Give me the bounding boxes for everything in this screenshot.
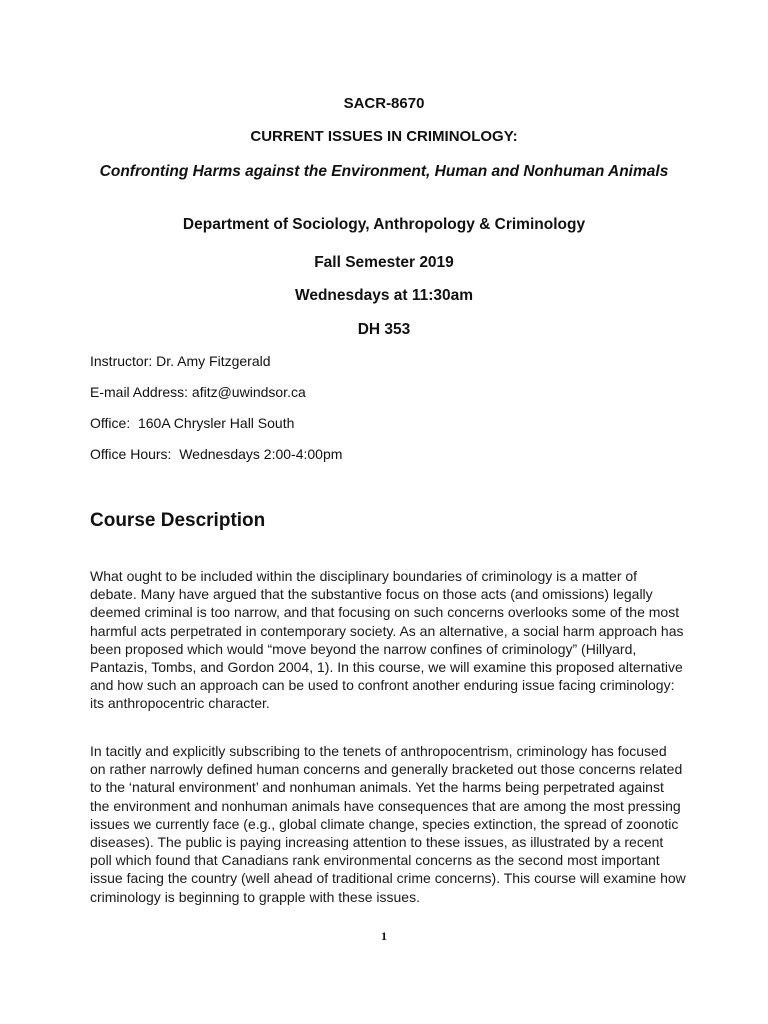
page-number: 1 — [381, 929, 387, 943]
class-room: DH 353 — [357, 321, 411, 338]
email-line: E-mail Address: afitz@uwindsor.ca — [90, 384, 306, 400]
department-name: Department of Sociology, Anthropology & Criminology — [182, 216, 586, 233]
course-description-heading: Course Description — [90, 510, 266, 531]
class-schedule: Wednesdays at 11:30am — [294, 287, 474, 304]
description-paragraph-2: In tacitly and explicitly subscribing to the tenets of anthropocentrism, criminology has focused on rather narrowly defined human concerns and generally bracketed out those concerns related to the ‘natural environment’ and nonhuman animals. Yet the harms being perpetrated against the environment and nonhuman animals have consequences that are among the most pressing issues we currently face (e.g., global climate change, species extinction, the spread of zoonotic diseases). The public is paying increasing attention to these issues, as illustrated by a recent poll which found that Canadians rank environmental concerns as the second most important issue facing the country (well ahead of traditional crime concerns). This course will examine how criminology is beginning to grapple with these issues. — [90, 743, 686, 905]
course-code: SACR-8670 — [343, 95, 425, 112]
office-hours-line: Office Hours: Wednesdays 2:00-4:00pm — [90, 446, 343, 462]
instructor-line: Instructor: Dr. Amy Fitzgerald — [90, 353, 271, 369]
course-title: CURRENT ISSUES IN CRIMINOLOGY: — [250, 128, 518, 145]
course-subtitle: Confronting Harms against the Environment, Human and Nonhuman Animals — [99, 163, 669, 180]
description-paragraph-1: What ought to be included within the disciplinary boundaries of criminology is a matter of debate. Many have argued that the substantive focus on those acts (and omissions) legally deemed criminal is too narrow, and that focusing on such concerns overlooks some of the most harmful acts perpetrated in contemporary society. As an alternative, a social harm approach has been proposed which would “move beyond the narrow confines of criminology” (Hillyard, Pantazis, Tombs, and Gordon 2004, 1). In this course, we will examine this proposed alternative and how such an approach can be used to confront another enduring issue facing criminology: its anthropocentric character. — [90, 568, 684, 712]
office-line: Office: 160A Chrysler Hall South — [90, 415, 295, 431]
semester: Fall Semester 2019 — [314, 254, 454, 271]
